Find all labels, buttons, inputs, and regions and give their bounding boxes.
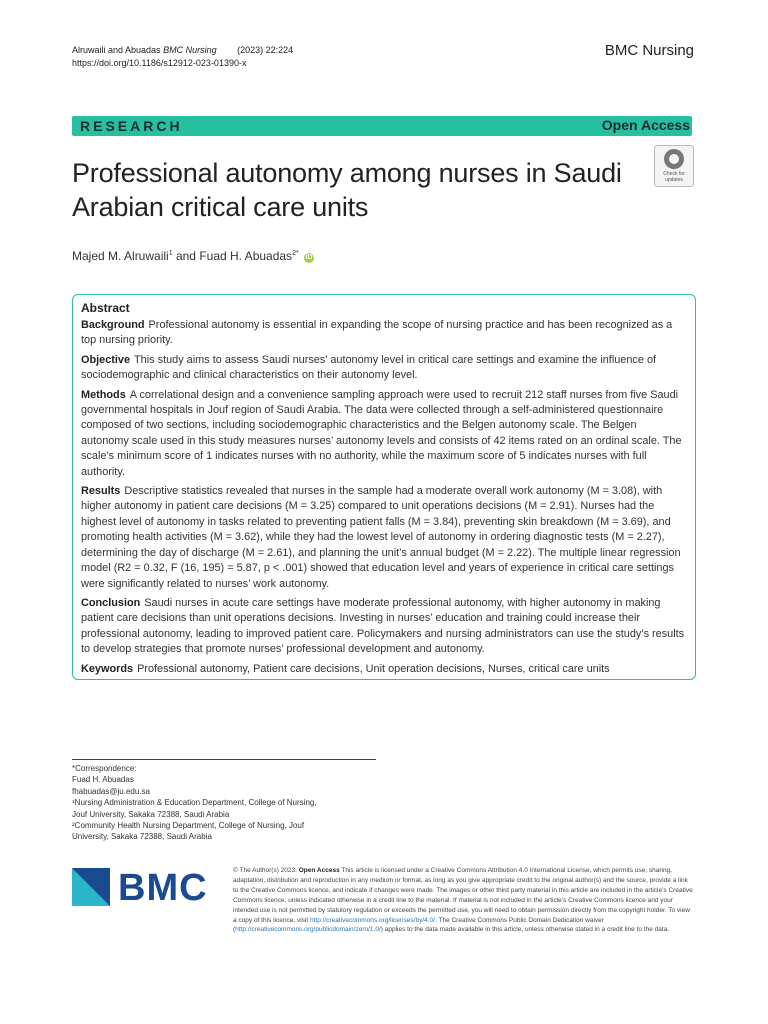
section-banner bbox=[72, 116, 692, 136]
check-for-updates-label: Check for updates bbox=[663, 171, 685, 183]
orcid-icon[interactable]: iD bbox=[305, 254, 313, 261]
correspondence-label: *Correspondence: bbox=[72, 764, 137, 773]
citation-authors: Alruwaili and Abuadas bbox=[72, 45, 161, 55]
doi-link[interactable]: https://doi.org/10.1186/s12912-023-01390-x bbox=[72, 58, 247, 68]
bmc-logo bbox=[72, 868, 217, 908]
section-label: Results bbox=[81, 485, 121, 498]
check-for-updates-button[interactable] bbox=[654, 145, 694, 187]
license-link-cc-by[interactable]: http://creativecommons.org/licenses/by/4.0/ bbox=[309, 916, 435, 924]
author-2[interactable]: Fuad H. Abuadas bbox=[199, 249, 293, 263]
abstract-objective bbox=[81, 353, 687, 384]
affiliation-1: ¹Nursing Administration & Education Department, College of Nursing, Jouf University, Sakaka 72388, Saudi Arabia bbox=[72, 798, 317, 819]
open-access-label: Open Access bbox=[601, 117, 690, 133]
license-text bbox=[233, 866, 695, 935]
section-text: Professional autonomy, Patient care decisions, Unit operation decisions, Nurses, critical care units bbox=[137, 662, 610, 675]
section-text: A correlational design and a convenience sampling approach were used to recruit 212 staff nurses from five Saudi governmental hospitals in Jouf region of Saudi Arabia. The data were collected through a self-administered questionnaire composed of two sections, including sociodemographic characteristics and the Belgen autonomy scale. The Belgen autonomy scale used in this study measures nurses’ autonomy levels and consists of 42 items rated on an ordinal scale. The scale’s minimum score of 1 indicates nurses with no authority, while the maximum score of 5 indicates nurses with full authority. bbox=[81, 388, 682, 478]
section-label: Background bbox=[81, 319, 145, 331]
section-label: Objective bbox=[81, 353, 131, 366]
check-for-updates-icon bbox=[664, 149, 684, 169]
footnotes bbox=[72, 763, 372, 843]
footnote-divider bbox=[72, 759, 376, 760]
affiliation-2: ²Community Health Nursing Department, College of Nursing, Jouf University, Sakaka 72388, Saudi Arabia bbox=[72, 821, 305, 842]
citation-block bbox=[72, 44, 293, 70]
abstract-methods bbox=[81, 388, 687, 480]
abstract-background bbox=[81, 318, 687, 349]
license-body: ) applies to the data made available in this article, unless otherwise stated in a credit line to the data. bbox=[380, 926, 670, 934]
author-conjunction: and bbox=[175, 249, 196, 263]
bmc-logo-text: BMC bbox=[118, 867, 208, 909]
abstract-results bbox=[81, 484, 687, 592]
author-line bbox=[72, 249, 314, 263]
license-body: . The Creative Commons Public Domain Dedication waiver ( bbox=[233, 916, 604, 934]
section-text: This study aims to assess Saudi nurses’ autonomy level in critical care settings and examine the influence of sociodemographic and clinical characteristics on their autonomy level. bbox=[81, 353, 657, 382]
abstract-heading: Abstract bbox=[81, 301, 130, 315]
bmc-logo-icon bbox=[72, 868, 110, 906]
section-label: Conclusion bbox=[81, 596, 141, 609]
license-open-access: Open Access bbox=[298, 867, 340, 874]
license-copyright: © The Author(s) 2023. bbox=[233, 867, 297, 874]
section-text: Professional autonomy is essential in expanding the scope of nursing practice and has been recognized as a top nursing priority. bbox=[81, 319, 673, 347]
section-label: Keywords bbox=[81, 662, 134, 675]
section-label: RESEARCH bbox=[80, 118, 183, 134]
section-label: Methods bbox=[81, 388, 126, 401]
author-1[interactable]: Majed M. Alruwaili bbox=[72, 249, 169, 263]
section-text: Saudi nurses in acute care settings have moderate professional autonomy, with higher autonomy in making patient care decisions than unit operations decisions. Investing in nurses’ education and training could increase their professional autonomy, leading to improved patient care. Policymakers and nursing administrators can use the study’s results to develop strategies that promote nurses’ professional development and autonomy. bbox=[81, 596, 685, 656]
license-body: This article is licensed under a Creative Commons Attribution 4.0 International License, which permits use, sharing, adaptation, distribution and reproduction in any medium or format, as long as you give appropriate credit to the original author(s) and the source, provide a link to the Creative Commons licence, and indicate if changes were made. The images or other third party material in this article are included in the article’s Creative Commons licence, unless indicated otherwise in a credit line to the material. If material is not included in the article’s Creative Commons licence and your intended use is not permitted by statutory regulation or exceeds the permitted use, you will need to obtain permission directly from the copyright holder. To view a copy of this licence, visit bbox=[233, 867, 693, 924]
correspondence-name: Fuad H. Abuadas bbox=[72, 775, 134, 785]
author-1-affiliation: 1 bbox=[168, 250, 173, 257]
abstract-keywords bbox=[81, 662, 687, 677]
article-title: Professional autonomy among nurses in Saudi Arabian critical care units bbox=[72, 158, 622, 222]
author-2-affiliation: 2* bbox=[292, 250, 299, 257]
correspondence-email[interactable]: fhabuadas@ju.edu.sa bbox=[72, 786, 150, 796]
abstract-box bbox=[72, 294, 696, 680]
license-link-cc-zero[interactable]: http://creativecommons.org/publicdomain/zero/1.0/ bbox=[235, 926, 381, 934]
journal-name: BMC Nursing bbox=[604, 42, 694, 59]
citation-journal: BMC Nursing bbox=[163, 45, 217, 55]
citation-year-volume: (2023) 22:224 bbox=[237, 45, 294, 55]
abstract-conclusion bbox=[81, 596, 687, 658]
section-text: Descriptive statistics revealed that nurses in the sample had a moderate overall work autonomy (M = 3.08), with higher autonomy in patient care decisions (M = 3.25) compared to unit operations decisions (M = 2.91). Nurses had the highest level of autonomy in tasks related to preventing patient falls (M = 3.84), preventing skin breakdown (M = 3.69), and promoting health activities (M = 3.62), while they had the lowest level of autonomy in ordering diagnostic tests (M = 2.27), determining the day of discharge (M = 2.61), and planning the unit’s annual budget (M = 2.22). The multiple linear regression model (R2 = 0.32, F (16, 195) = 5.87, p < .001) showed that education level and years of experience in critical care settings were significantly related to nurses’ work autonomy. bbox=[81, 485, 681, 590]
